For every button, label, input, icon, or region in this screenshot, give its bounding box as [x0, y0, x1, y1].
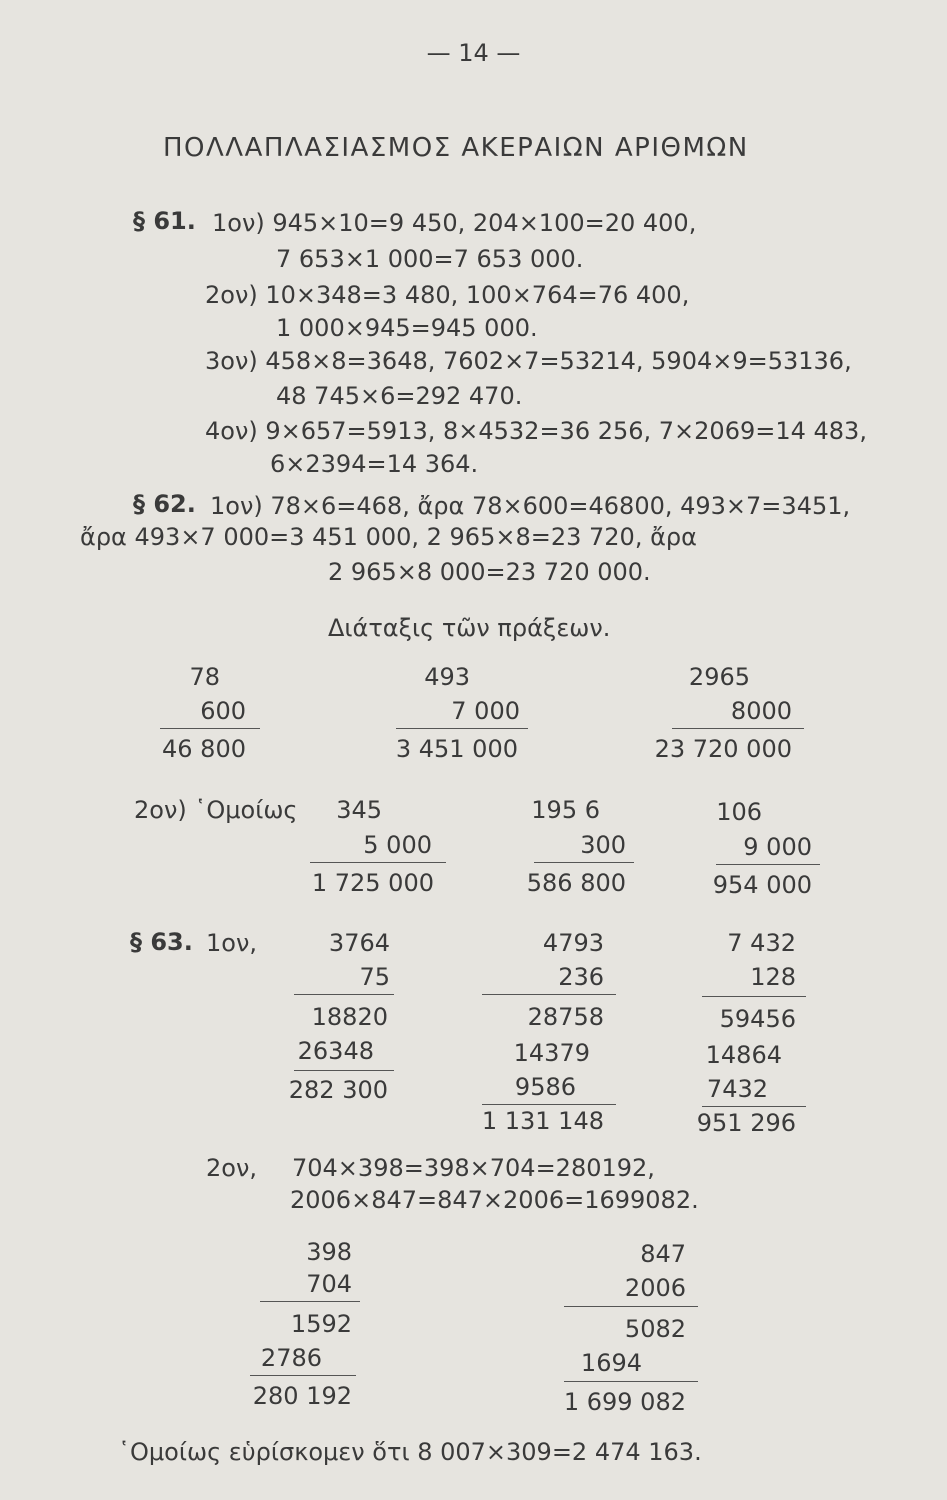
s62-m2-a: 493: [424, 663, 470, 691]
s63-part1-label: 1ον,: [206, 929, 257, 957]
s63-m2-partial-3: 9586: [514, 1073, 576, 1101]
s63-line-1: 704×398=398×704=280192,: [292, 1154, 655, 1182]
s62-m4-b: 5 000: [363, 831, 432, 859]
s63-m3-a: 7 432: [727, 929, 796, 957]
s63-m2-result: 1 131 148: [481, 1107, 604, 1135]
s62-m5-b: 300: [580, 831, 626, 859]
s62-m4-result: 1 725 000: [311, 869, 434, 897]
s61-line-5: 3ον) 458×8=3648, 7602×7=53214, 5904×9=53136,: [205, 347, 852, 375]
s63-m4-partial-1: 1592: [290, 1310, 352, 1338]
s63-m3-rule-2: [702, 1106, 806, 1107]
section-63-mark: § 63.: [130, 928, 193, 956]
s62-m2-result: 3 451 000: [395, 735, 518, 763]
page-number: — 14 —: [426, 39, 521, 67]
s61-line-4: 1 000×945=945 000.: [276, 314, 538, 342]
s62-m5-result: 586 800: [526, 869, 626, 897]
s63-m1-partial-1: 18820: [311, 1003, 388, 1031]
s63-m1-rule-1: [294, 994, 394, 995]
s62-m6-b: 9 000: [743, 833, 812, 861]
s63-m4-a: 398: [306, 1238, 352, 1266]
s63-m5-rule-2: [564, 1381, 698, 1382]
s62-m6-a: 106: [716, 798, 762, 826]
s61-line-2: 7 653×1 000=7 653 000.: [276, 245, 584, 273]
s62-m5-a: 195 6: [531, 796, 600, 824]
s63-m4-result: 280 192: [252, 1382, 352, 1410]
s62-m4-rule: [310, 862, 446, 863]
s63-m5-rule-1: [564, 1306, 698, 1307]
s62-m3-rule: [672, 728, 804, 729]
final-line: ῾Ομοίως εὑρίσκομεν ὅτι 8 007×309=2 474 163.: [118, 1438, 702, 1466]
s62-m5-rule: [534, 862, 634, 863]
s63-m1-b: 75: [359, 963, 390, 991]
s63-m4-partial-2: 2786: [260, 1344, 322, 1372]
s63-m3-rule-1: [702, 996, 806, 997]
s63-m4-rule-2: [250, 1375, 356, 1376]
s63-m3-partial-3: 7432: [706, 1075, 768, 1103]
s63-m2-b: 236: [558, 963, 604, 991]
s61-line-1: 1ον) 945×10=9 450, 204×100=20 400,: [212, 209, 697, 237]
section-62-mark: § 62.: [133, 490, 196, 518]
s62-m3-b: 8000: [730, 697, 792, 725]
s62-m1-b: 600: [200, 697, 246, 725]
s63-part2-label: 2ον,: [206, 1154, 257, 1182]
s62-part2-label: 2ον) ῾Ομοίως: [134, 796, 298, 824]
s62-m4-a: 345: [336, 796, 382, 824]
s63-line-2: 2006×847=847×2006=1699082.: [290, 1186, 699, 1214]
s63-m3-partial-2: 14864: [705, 1041, 782, 1069]
s61-line-6: 48 745×6=292 470.: [276, 382, 523, 410]
s63-m5-partial-2: 1694: [580, 1349, 642, 1377]
s62-m1-rule: [160, 728, 260, 729]
s63-m5-a: 847: [640, 1240, 686, 1268]
s63-m1-rule-2: [294, 1070, 394, 1071]
s63-m1-result: 282 300: [288, 1076, 388, 1104]
s63-m4-b: 704: [306, 1270, 352, 1298]
s62-subtitle: Διάταξις τῶν πράξεων.: [328, 614, 611, 642]
s63-m5-b: 2006: [624, 1274, 686, 1302]
s63-m3-result: 951 296: [696, 1109, 796, 1137]
s63-m3-partial-1: 59456: [719, 1005, 796, 1033]
s63-m4-rule-1: [260, 1301, 360, 1302]
s63-m2-a: 4793: [542, 929, 604, 957]
section-61-mark: § 61.: [133, 207, 196, 235]
s62-m2-b: 7 000: [451, 697, 520, 725]
s62-m3-result: 23 720 000: [654, 735, 792, 763]
s61-line-8: 6×2394=14 364.: [270, 450, 479, 478]
s61-line-3: 2ον) 10×348=3 480, 100×764=76 400,: [205, 281, 690, 309]
s62-line-3: 2 965×8 000=23 720 000.: [328, 558, 651, 586]
s63-m2-partial-1: 28758: [527, 1003, 604, 1031]
s62-m1-result: 46 800: [162, 735, 246, 763]
s62-m2-rule: [396, 728, 528, 729]
s62-line-2: ἄρα 493×7 000=3 451 000, 2 965×8=23 720, ἄρα: [80, 523, 697, 551]
s62-m6-result: 954 000: [712, 871, 812, 899]
s62-line-1: 1ον) 78×6=468, ἄρα 78×600=46800, 493×7=3451,: [210, 492, 851, 520]
s63-m2-rule-1: [482, 994, 616, 995]
s63-m2-rule-2: [482, 1104, 616, 1105]
page-title: ΠΟΛΛΑΠΛΑΣΙΑΣΜΟΣ ΑΚΕΡΑΙΩΝ ΑΡΙΘΜΩΝ: [163, 133, 749, 163]
s61-line-7: 4ον) 9×657=5913, 8×4532=36 256, 7×2069=14 483,: [205, 417, 867, 445]
s63-m5-partial-1: 5082: [624, 1315, 686, 1343]
s62-m3-a: 2965: [688, 663, 750, 691]
s63-m3-b: 128: [750, 963, 796, 991]
s62-m1-a: 78: [189, 663, 220, 691]
s63-m1-partial-2: 26348: [297, 1037, 374, 1065]
s63-m2-partial-2: 14379: [513, 1039, 590, 1067]
s63-m5-result: 1 699 082: [563, 1388, 686, 1416]
s63-m1-a: 3764: [328, 929, 390, 957]
s62-m6-rule: [716, 864, 820, 865]
